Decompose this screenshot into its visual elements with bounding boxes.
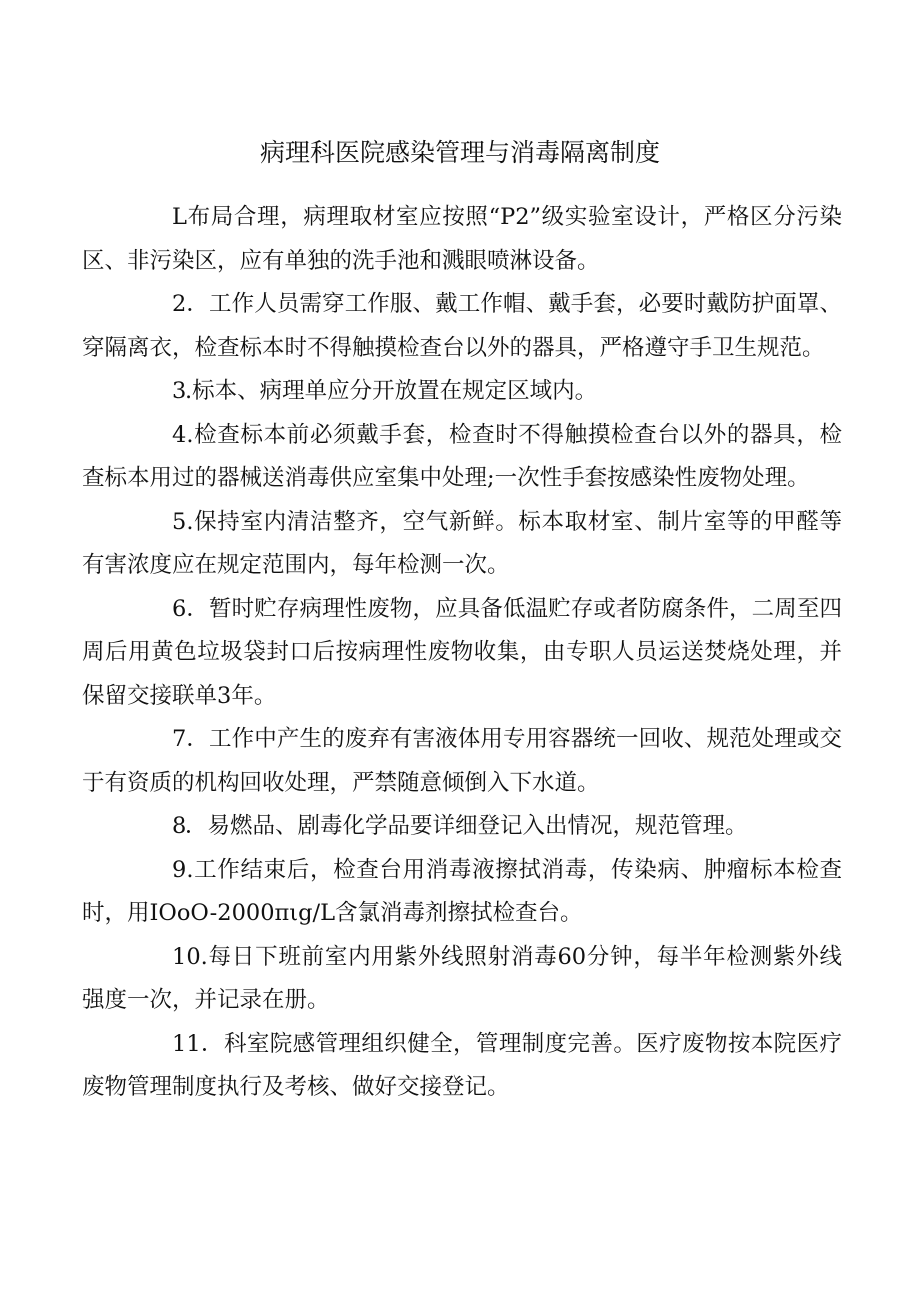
item-text: ．易燃品、剧毒化学品要详细登记入出情况，规范管理。 [185, 813, 748, 839]
policy-item-7 [82, 718, 842, 805]
item-text: .保持室内清洁整齐，空气新鲜。标本取材室、制片室等的甲醛等有害浓度应在规定范围内，每年检测一次。 [82, 508, 842, 578]
item-number: 7 [172, 726, 187, 752]
item-text: ．暂时贮存病理性废物，应具备低温贮存或者防腐条件，二周至四周后用黄色垃圾袋封口后按病理性废物收集，由专职人员运送焚烧处理，并保留交接联单3年。 [82, 595, 842, 709]
item-text: .检查标本前必须戴手套，检查时不得触摸检查台以外的器具，检查标本用过的器械送消毒供应室集中处理;一次性手套按感染性废物处理。 [82, 421, 842, 491]
item-number: 4 [172, 421, 187, 448]
item-number: L [172, 204, 187, 230]
policy-item-2 [82, 283, 842, 370]
item-text: ．工作人员需穿工作服、戴工作帽、戴手套，必要时戴防护面罩、穿隔离衣，检查标本时不得触摸检查台以外的器具，严格遵守手卫生规范。 [82, 291, 842, 361]
policy-item-6 [82, 588, 842, 719]
policy-item-8 [82, 805, 842, 849]
item-number: 9 [172, 856, 187, 883]
item-number: 2 [172, 291, 187, 317]
item-text: .标本、病理单应分开放置在规定区域内。 [185, 378, 598, 404]
item-text: ．科室院感管理组织健全，管理制度完善。医疗废物按本院医疗废物管理制度执行及考核、做好交接登记。 [82, 1030, 842, 1100]
policy-item-11 [82, 1023, 842, 1110]
item-number: 5 [172, 508, 187, 535]
item-number: 6 [172, 595, 187, 622]
document-title: 病理科医院感染管理与消毒隔离制度 [259, 138, 660, 167]
item-text: .工作结束后，检查台用消毒液擦拭消毒，传染病、肿瘤标本检查时，用IOoO-2000πιg∕L含氯消毒剂擦拭检查台。 [82, 856, 842, 926]
policy-item-4 [82, 414, 842, 501]
item-number: 11 [172, 1030, 201, 1057]
policy-item-9 [82, 849, 842, 936]
item-number: 10 [172, 943, 201, 970]
policy-item-3 [82, 370, 842, 414]
item-number: 3 [172, 378, 187, 404]
policy-item-1 [82, 196, 842, 283]
document-body [82, 196, 842, 1110]
item-text: ．工作中产生的废弃有害液体用专用容器统一回收、规范处理或交于有资质的机构回收处理，严禁随意倾倒入下水道。 [82, 726, 842, 796]
item-text: 布局合理，病理取材室应按照“P2”级实验室设计，严格区分污染区、非污染区，应有单独的洗手池和溅眼喷淋设备。 [82, 204, 842, 274]
policy-item-5 [82, 501, 842, 588]
policy-item-10 [82, 936, 842, 1023]
item-text: .每日下班前室内用紫外线照射消毒60分钟，每半年检测紫外线强度一次，并记录在册。 [82, 943, 842, 1013]
item-number: 8 [172, 813, 187, 839]
